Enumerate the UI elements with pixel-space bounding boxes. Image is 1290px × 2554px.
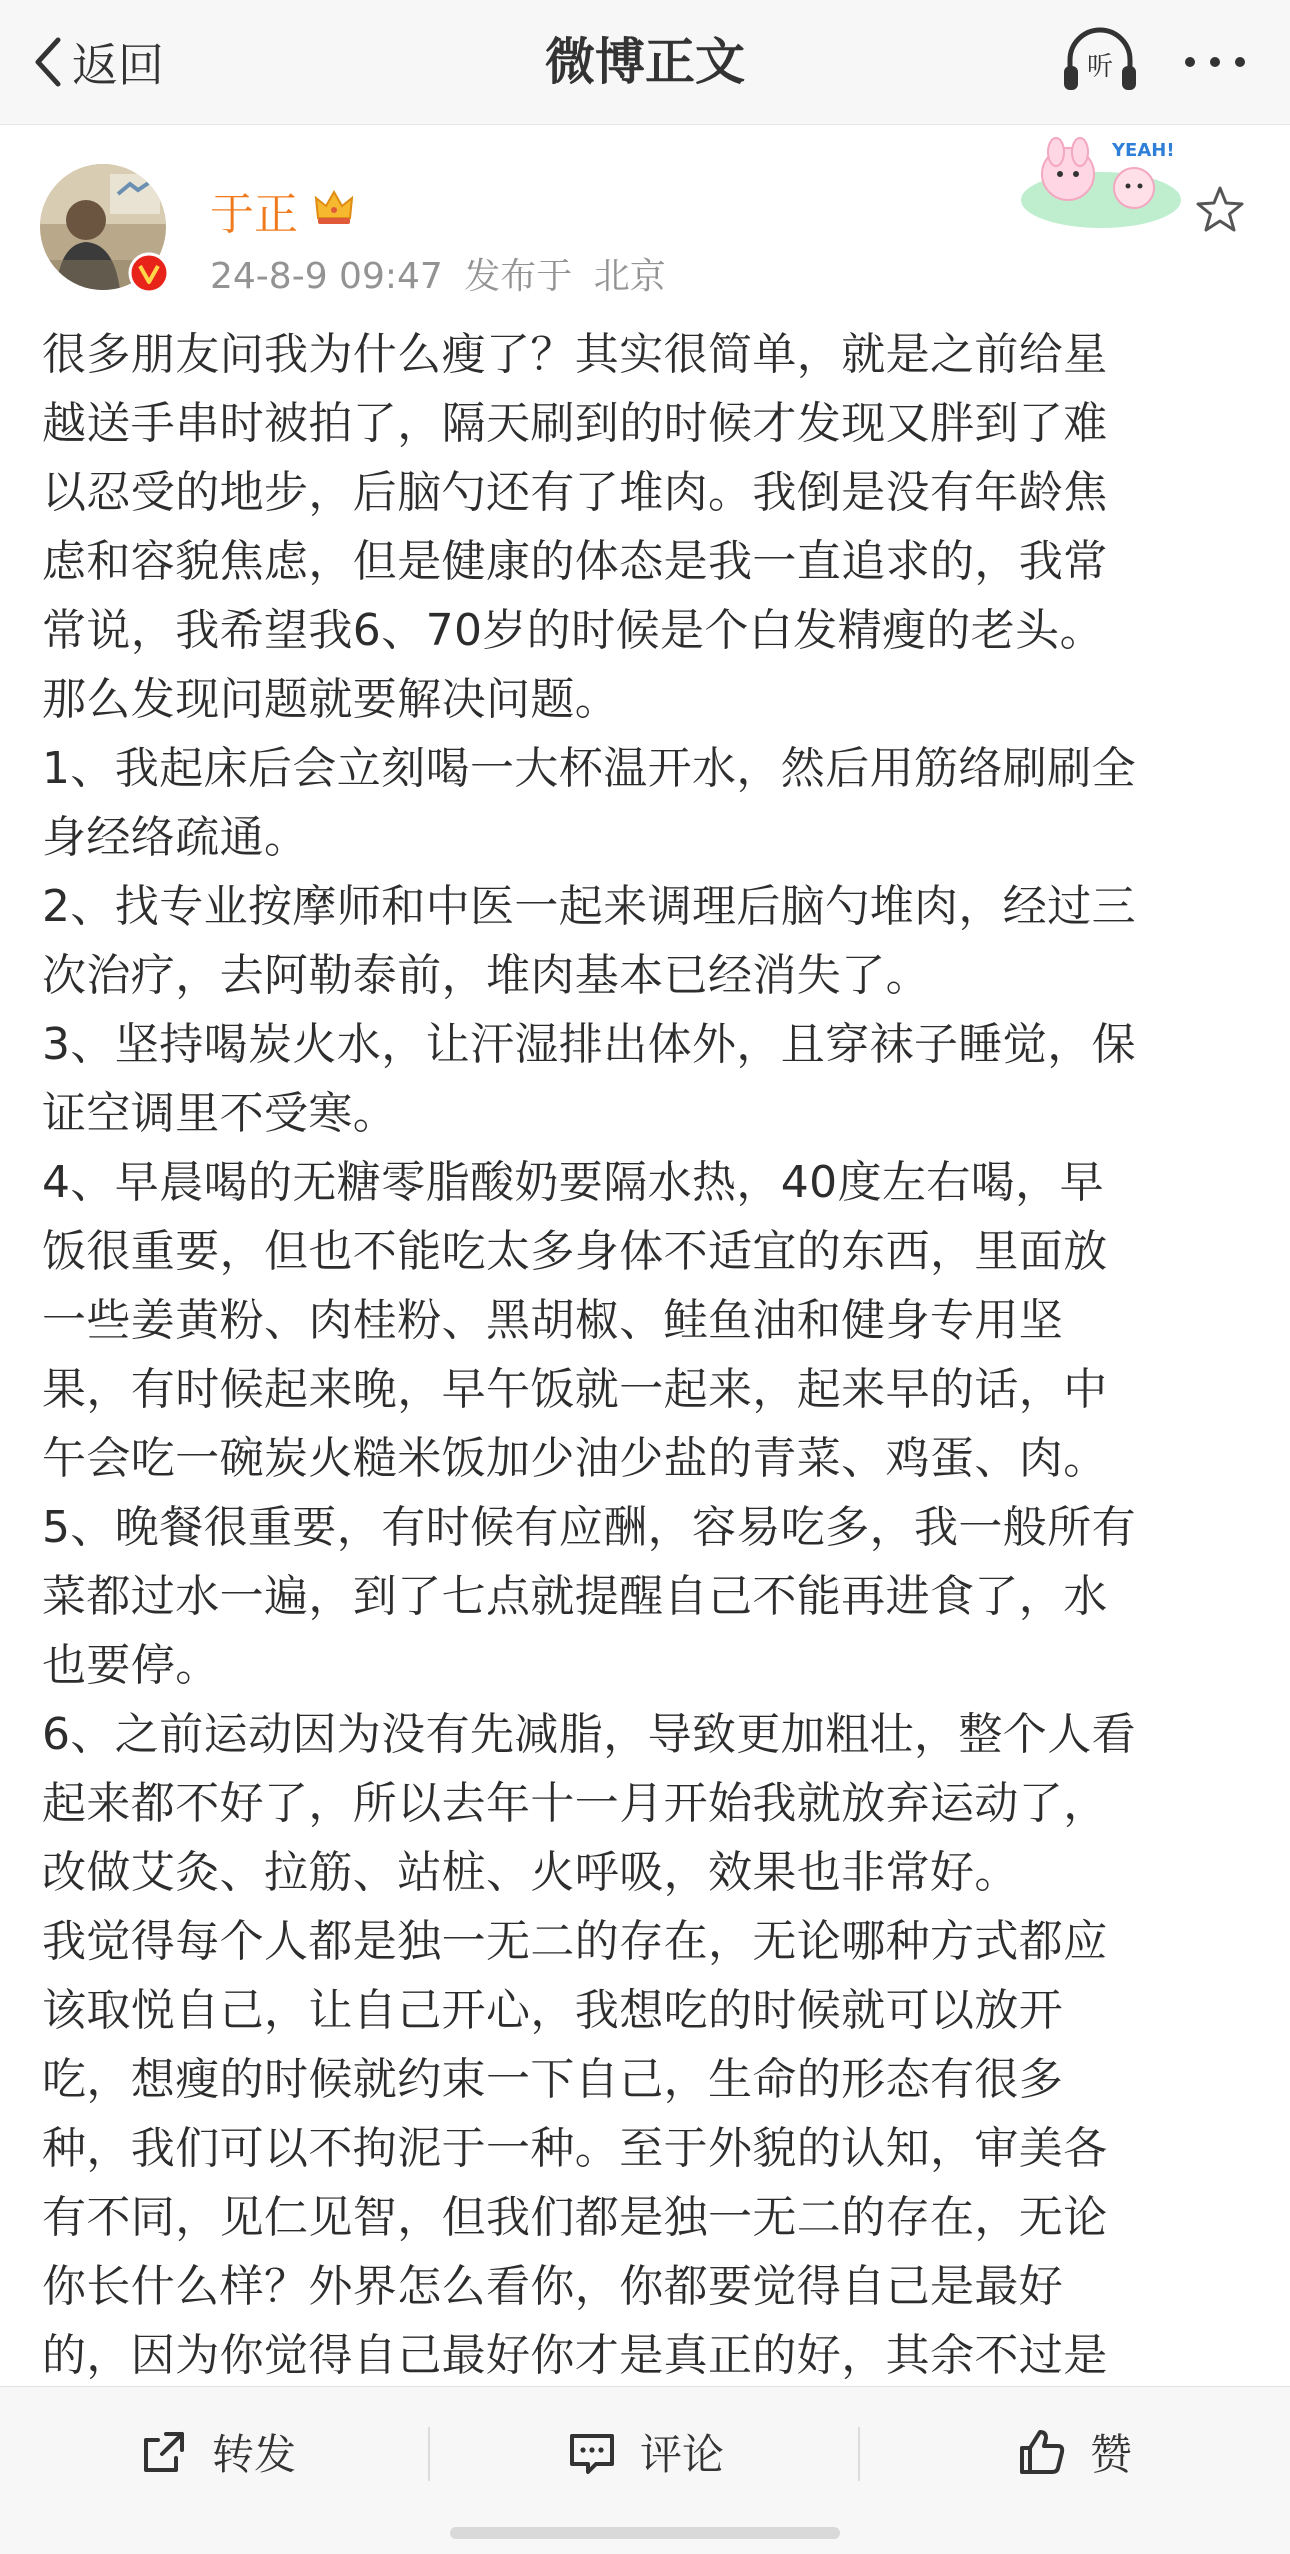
sticker-text: YEAH! — [1112, 140, 1175, 161]
post-text-line: 2、找专业按摩师和中医一起来调理后脑勺堆肉，经过三 — [42, 881, 1136, 932]
post-text-line: 我觉得每个人都是独一无二的存在，无论哪种方式都应 — [42, 1916, 1108, 1967]
post-text-line: 6、之前运动因为没有先减脂，导致更加粗壮，整个人看 — [42, 1709, 1136, 1760]
author-name[interactable]: 于正 — [210, 189, 298, 240]
like-label: 赞 — [1090, 2430, 1133, 2479]
more-button[interactable] — [1180, 40, 1250, 84]
top-navigation-bar — [0, 0, 1290, 125]
post-text-line: 虑和容貌焦虑，但是健康的体态是我一直追求的，我常 — [42, 536, 1108, 587]
more-dots-icon — [1180, 40, 1250, 84]
comment-button[interactable] — [566, 2387, 724, 2517]
post-text-line: 菜都过水一遍，到了七点就提醒自己不能再进食了，水 — [42, 1571, 1108, 1622]
like-button[interactable] — [1016, 2387, 1132, 2517]
post-text-line: 饭很重要，但也不能吃太多身体不适宜的东西，里面放 — [42, 1226, 1108, 1277]
post-text-line: 也要停。 — [42, 1640, 220, 1691]
post-text-line: 常说，我希望我6、70岁的时候是个白发精瘦的老头。 — [42, 605, 1104, 656]
thumbs-up-icon — [1016, 2426, 1068, 2478]
post-text-line: 以忍受的地步，后脑勺还有了堆肉。我倒是没有年龄焦 — [42, 467, 1108, 518]
post-text-line: 4、早晨喝的无糖零脂酸奶要隔水热，40度左右喝，早 — [42, 1157, 1104, 1208]
post-location: 北京 — [593, 256, 666, 297]
divider — [858, 2427, 860, 2481]
back-button[interactable] — [30, 26, 164, 98]
post-meta — [210, 248, 676, 299]
post-text-line: 那么发现问题就要解决问题。 — [42, 674, 620, 725]
post-text-line: 改做艾灸、拉筋、站桩、火呼吸，效果也非常好。 — [42, 1847, 1019, 1898]
comment-label: 评论 — [640, 2430, 725, 2479]
post-text-line: 该取悦自己，让自己开心，我想吃的时候就可以放开 — [42, 1985, 1064, 2036]
post-text-line: 你长什么样？外界怎么看你，你都要觉得自己是最好 — [42, 2261, 1064, 2312]
home-indicator — [450, 2527, 840, 2539]
post-text-line: 次治疗，去阿勒泰前，堆肉基本已经消失了。 — [42, 950, 930, 1001]
post-text-line: 果，有时候起来晚，早午饭就一起来，起来早的话，中 — [42, 1364, 1108, 1415]
bottom-action-bar — [0, 2386, 1290, 2554]
back-label: 返回 — [72, 38, 164, 92]
star-icon — [1194, 184, 1246, 236]
chevron-left-icon — [30, 34, 64, 90]
listen-label: 听 — [1086, 52, 1113, 82]
post-text-line: 3、坚持喝炭火水，让汗湿排出体外，且穿袜子睡觉，保 — [42, 1019, 1136, 1070]
published-at-label: 发布于 — [464, 256, 573, 297]
post-text-line: 的，因为你觉得自己最好你才是真正的好，其余不过是 — [42, 2330, 1108, 2381]
author-header — [0, 124, 1290, 304]
verified-badge — [128, 252, 170, 294]
verified-badge-icon — [128, 252, 170, 294]
post-date: 24-8-9 09:47 — [210, 256, 443, 297]
post-text-line: 5、晚餐很重要，有时候有应酬，容易吃多，我一般所有 — [42, 1502, 1136, 1553]
post-text-line: 一些姜黄粉、肉桂粉、黑胡椒、鲑鱼油和健身专用坚 — [42, 1295, 1064, 1346]
favorite-button[interactable] — [1194, 184, 1246, 236]
post-text-line: 有不同，见仁见智，但我们都是独一无二的存在，无论 — [42, 2192, 1108, 2243]
post-text-line: 种，我们可以不拘泥于一种。至于外貌的认知，审美各 — [42, 2123, 1108, 2174]
post-text-line: 起来都不好了，所以去年十一月开始我就放弃运动了， — [42, 1778, 1108, 1829]
post-text-line: 吃，想瘦的时候就约束一下自己，生命的形态有很多 — [42, 2054, 1064, 2105]
crown-icon — [312, 184, 356, 228]
post-text-line: 很多朋友问我为什么瘦了？其实很简单，就是之前给星 — [42, 329, 1108, 380]
decorative-sticker — [1016, 130, 1186, 230]
divider — [428, 2427, 430, 2481]
post-text-line: 身经络疏通。 — [42, 812, 309, 863]
post-body — [42, 320, 1260, 2386]
listen-button[interactable] — [1060, 26, 1140, 96]
post-text-line: 越送手串时被拍了，隔天刷到的时候才发现又胖到了难 — [42, 398, 1108, 449]
repost-icon — [138, 2426, 190, 2478]
post-text-line: 午会吃一碗炭火糙米饭加少油少盐的青菜、鸡蛋、肉。 — [42, 1433, 1108, 1484]
page-title: 微博正文 — [545, 33, 745, 91]
comment-icon — [566, 2426, 618, 2478]
repost-button[interactable] — [138, 2387, 296, 2517]
post-text-line: 证空调里不受寒。 — [42, 1088, 398, 1139]
repost-label: 转发 — [212, 2430, 297, 2479]
post-text-line: 1、我起床后会立刻喝一大杯温开水，然后用筋络刷刷全 — [42, 743, 1136, 794]
